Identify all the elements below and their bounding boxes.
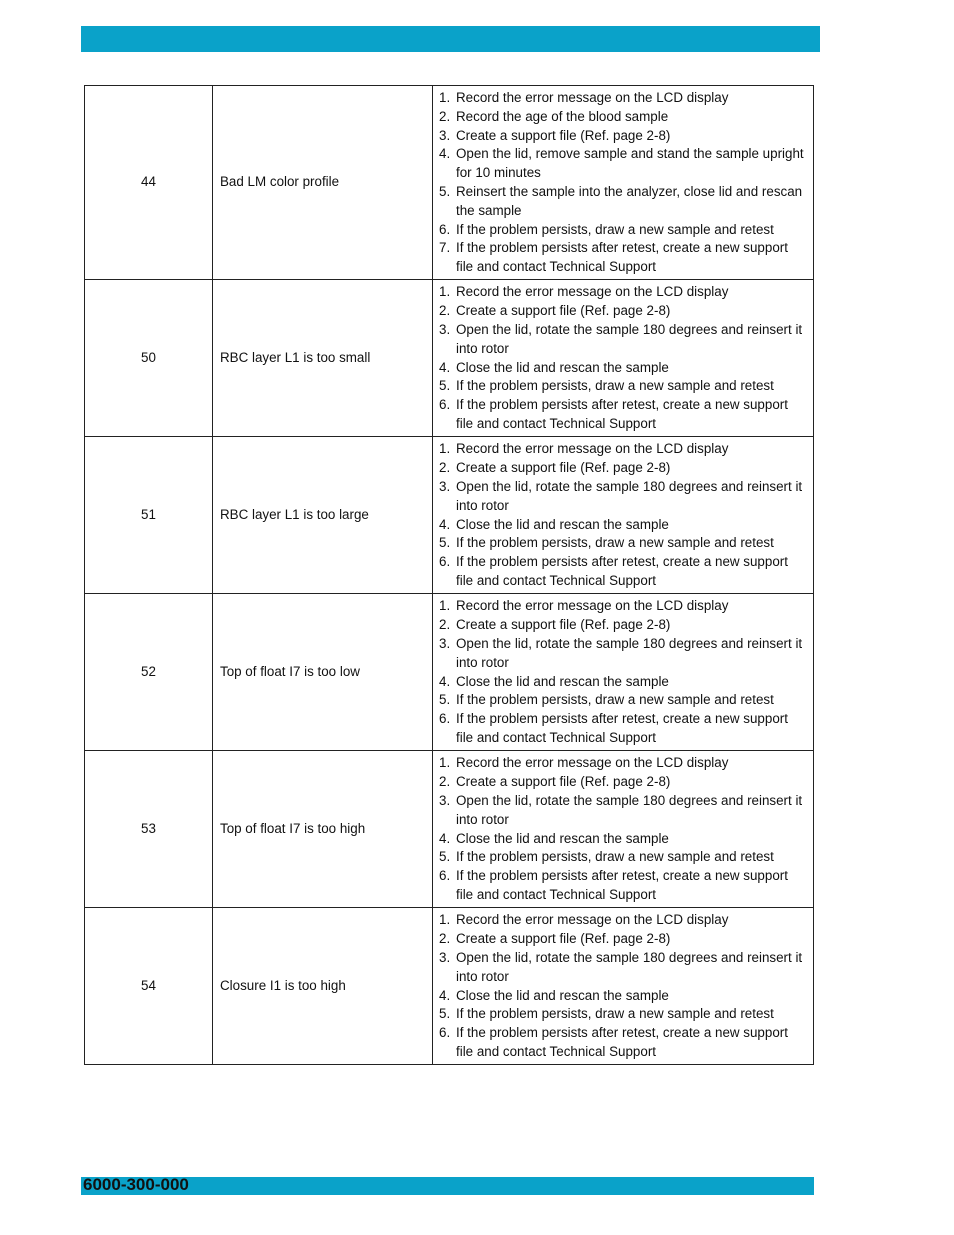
step-text: If the problem persists, draw a new sample and retest xyxy=(456,221,774,237)
list-item: 5. If the problem persists, draw a new sample and retest xyxy=(439,378,774,394)
error-code-cell: 52 xyxy=(85,594,213,751)
step-text: Open the lid, rotate the sample 180 degrees and reinsert it into rotor xyxy=(456,635,803,670)
step-text: If the problem persists, draw a new sample and retest xyxy=(456,1006,774,1022)
list-item: 5. If the problem persists, draw a new sample and retest xyxy=(439,535,774,551)
step-text: If the problem persists after retest, create a new support file and contact Technical Support xyxy=(456,711,788,745)
list-item: 1. Record the error message on the LCD display xyxy=(439,912,729,928)
list-item: 3. Create a support file (Ref. page 2-8) xyxy=(439,127,671,143)
step-text: If the problem persists, draw a new sample and retest xyxy=(456,378,774,394)
step-text: Record the error message on the LCD display xyxy=(456,441,729,457)
error-code-cell: 54 xyxy=(85,908,213,1065)
step-text: Create a support file (Ref. page 2-8) xyxy=(456,931,671,947)
error-code-cell: 44 xyxy=(85,86,213,280)
step-text: If the problem persists after retest, create a new support file and contact Technical Support xyxy=(456,868,788,902)
step-text: Close the lid and rescan the sample xyxy=(456,987,669,1003)
list-item: 4. Close the lid and rescan the sample xyxy=(439,987,669,1003)
list-item: 6. If the problem persists after retest, create a new support file and contact Technical Support xyxy=(439,397,788,431)
list-item: 1. Record the error message on the LCD display xyxy=(439,90,729,106)
list-item: 4. Close the lid and rescan the sample xyxy=(439,830,669,846)
step-text: Create a support file (Ref. page 2-8) xyxy=(456,617,671,633)
list-item: 4. Close the lid and rescan the sample xyxy=(439,359,669,375)
steps-list xyxy=(439,283,807,433)
list-item: 6. If the problem persists after retest, create a new support file and contact Technical Support xyxy=(439,868,788,902)
step-text: Open the lid, rotate the sample 180 degrees and reinsert it into rotor xyxy=(456,792,803,827)
step-text: If the problem persists after retest, create a new support file and contact Technical Support xyxy=(456,240,788,275)
document-number: 6000-300-000 xyxy=(83,1175,189,1194)
error-description-cell: Closure I1 is too high xyxy=(213,908,433,1065)
corrective-steps-cell xyxy=(433,86,814,280)
step-text: If the problem persists, draw a new sample and retest xyxy=(456,692,774,708)
list-item: 2. Create a support file (Ref. page 2-8) xyxy=(439,931,671,947)
table-row xyxy=(85,280,814,437)
list-item: 3. Open the lid, rotate the sample 180 degrees and reinsert it into rotor xyxy=(439,478,803,513)
table-row xyxy=(85,908,814,1065)
table-row xyxy=(85,86,814,280)
list-item: 5. Reinsert the sample into the analyzer, close lid and rescan the sample xyxy=(439,184,803,218)
list-item: 6. If the problem persists after retest, create a new support file and contact Technical Support xyxy=(439,554,788,588)
list-item: 2. Create a support file (Ref. page 2-8) xyxy=(439,774,671,790)
steps-list xyxy=(439,754,807,904)
step-text: Record the age of the blood sample xyxy=(456,108,669,124)
steps-list xyxy=(439,440,807,590)
step-text: Open the lid, remove sample and stand the sample upright for 10 minutes xyxy=(456,146,804,181)
step-text: Record the error message on the LCD display xyxy=(456,755,729,771)
error-description-cell: RBC layer L1 is too small xyxy=(213,280,433,437)
step-text: Open the lid, rotate the sample 180 degrees and reinsert it into rotor xyxy=(456,321,803,356)
list-item: 2. Create a support file (Ref. page 2-8) xyxy=(439,303,671,319)
table-row xyxy=(85,594,814,751)
corrective-steps-cell xyxy=(433,437,814,594)
step-text: If the problem persists after retest, create a new support file and contact Technical Support xyxy=(456,397,788,431)
footer-bar xyxy=(81,1177,814,1195)
list-item: 3. Open the lid, rotate the sample 180 degrees and reinsert it into rotor xyxy=(439,635,803,670)
step-text: Record the error message on the LCD display xyxy=(456,284,729,300)
list-item: 3. Open the lid, rotate the sample 180 degrees and reinsert it into rotor xyxy=(439,321,803,356)
corrective-steps-cell xyxy=(433,908,814,1065)
corrective-steps-cell xyxy=(433,280,814,437)
step-text: If the problem persists, draw a new sample and retest xyxy=(456,535,774,551)
error-description-cell: Top of float I7 is too high xyxy=(213,751,433,908)
step-text: Close the lid and rescan the sample xyxy=(456,516,669,532)
list-item: 2. Record the age of the blood sample xyxy=(439,108,669,124)
list-item: 1. Record the error message on the LCD display xyxy=(439,755,729,771)
corrective-steps-cell xyxy=(433,751,814,908)
list-item: 7. If the problem persists after retest, create a new support file and contact Technical Support xyxy=(439,240,788,275)
step-text: Record the error message on the LCD display xyxy=(456,598,729,614)
error-code-cell: 51 xyxy=(85,437,213,594)
step-text: Record the error message on the LCD display xyxy=(456,912,729,928)
header-accent-bar xyxy=(81,26,820,52)
list-item: 2. Create a support file (Ref. page 2-8) xyxy=(439,460,671,476)
error-description-cell: RBC layer L1 is too large xyxy=(213,437,433,594)
list-item: 4. Open the lid, remove sample and stand the sample upright for 10 minutes xyxy=(439,146,804,181)
list-item: 5. If the problem persists, draw a new sample and retest xyxy=(439,1006,774,1022)
list-item: 4. Close the lid and rescan the sample xyxy=(439,673,669,689)
step-text: If the problem persists, draw a new sample and retest xyxy=(456,849,774,865)
list-item: 1. Record the error message on the LCD display xyxy=(439,598,729,614)
error-description-cell: Top of float I7 is too low xyxy=(213,594,433,751)
error-code-cell: 50 xyxy=(85,280,213,437)
error-code-cell: 53 xyxy=(85,751,213,908)
error-code-table xyxy=(84,85,814,1065)
steps-list xyxy=(439,911,807,1061)
step-text: Close the lid and rescan the sample xyxy=(456,830,669,846)
corrective-steps-cell xyxy=(433,594,814,751)
step-text: Record the error message on the LCD display xyxy=(456,90,729,106)
step-text: Close the lid and rescan the sample xyxy=(456,359,669,375)
list-item: 2. Create a support file (Ref. page 2-8) xyxy=(439,617,671,633)
list-item: 3. Open the lid, rotate the sample 180 degrees and reinsert it into rotor xyxy=(439,792,803,827)
list-item: 1. Record the error message on the LCD display xyxy=(439,284,729,300)
step-text: Create a support file (Ref. page 2-8) xyxy=(456,303,671,319)
list-item: 4. Close the lid and rescan the sample xyxy=(439,516,669,532)
step-text: Open the lid, rotate the sample 180 degrees and reinsert it into rotor xyxy=(456,478,803,513)
list-item: 3. Open the lid, rotate the sample 180 degrees and reinsert it into rotor xyxy=(439,949,803,984)
error-description-cell: Bad LM color profile xyxy=(213,86,433,280)
step-text: Open the lid, rotate the sample 180 degrees and reinsert it into rotor xyxy=(456,949,803,984)
step-text: Create a support file (Ref. page 2-8) xyxy=(456,127,671,143)
step-text: If the problem persists after retest, create a new support file and contact Technical Support xyxy=(456,554,788,588)
step-text: Reinsert the sample into the analyzer, close lid and rescan the sample xyxy=(456,184,803,218)
steps-list xyxy=(439,89,807,277)
list-item: 1. Record the error message on the LCD display xyxy=(439,441,729,457)
list-item: 6. If the problem persists, draw a new sample and retest xyxy=(439,221,774,237)
step-text: If the problem persists after retest, create a new support file and contact Technical Support xyxy=(456,1025,788,1059)
step-text: Close the lid and rescan the sample xyxy=(456,673,669,689)
table-row xyxy=(85,751,814,908)
step-text: Create a support file (Ref. page 2-8) xyxy=(456,460,671,476)
step-text: Create a support file (Ref. page 2-8) xyxy=(456,774,671,790)
list-item: 5. If the problem persists, draw a new sample and retest xyxy=(439,692,774,708)
list-item: 6. If the problem persists after retest, create a new support file and contact Technical Support xyxy=(439,1025,788,1059)
list-item: 5. If the problem persists, draw a new sample and retest xyxy=(439,849,774,865)
list-item: 6. If the problem persists after retest, create a new support file and contact Technical Support xyxy=(439,711,788,745)
table-row xyxy=(85,437,814,594)
steps-list xyxy=(439,597,807,747)
